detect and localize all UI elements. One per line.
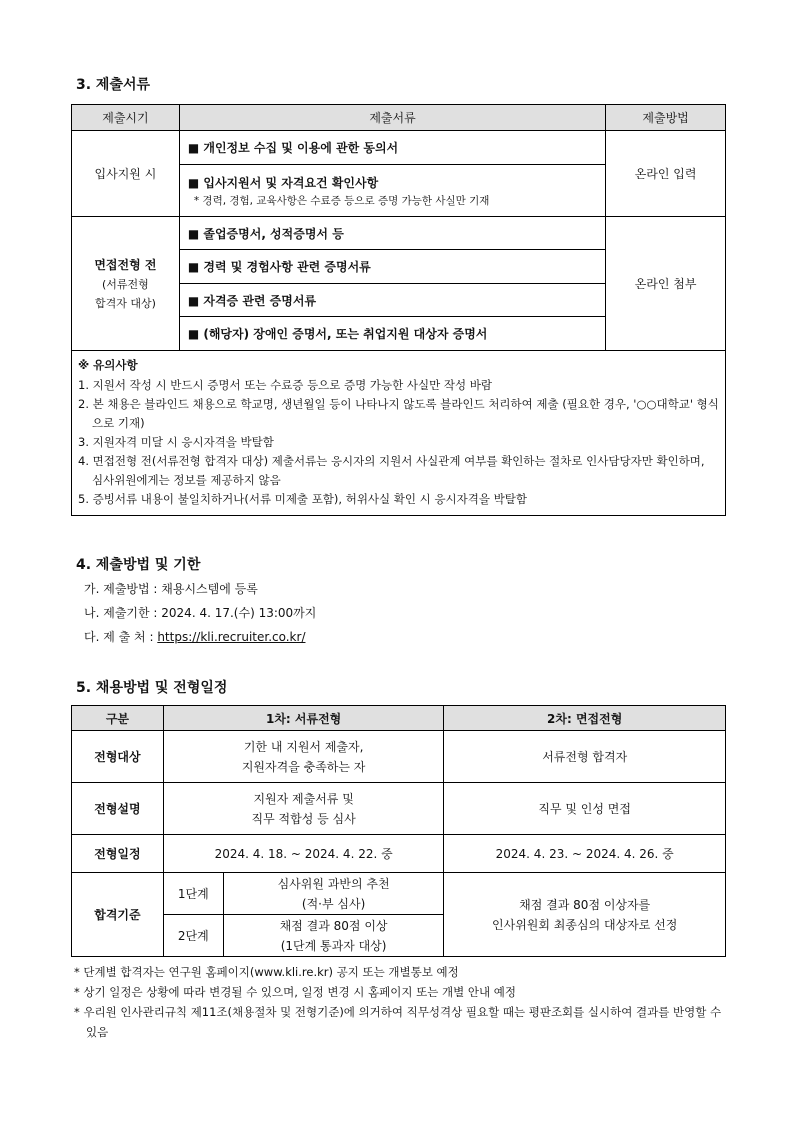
target-stage1-line1: 기한 내 지원서 제출자,: [243, 739, 364, 754]
doc-item-with-note: [179, 165, 605, 217]
footnote-item: * 상기 일정은 상황에 따라 변경될 수 있으며, 일정 변경 시 홈페이지 또는 개별 안내 예정: [74, 985, 516, 999]
schedule-stage1: 2024. 4. 18. ~ 2024. 4. 22. 중: [163, 835, 444, 873]
header-stage1: 1차: 서류전형: [163, 706, 444, 731]
doc-item-label: ■ 입사지원서 및 자격요건 확인사항: [187, 175, 379, 190]
doc-item: ■ 개인정보 수집 및 이용에 관한 동의서: [179, 131, 605, 165]
footnotes: [74, 962, 729, 1042]
recruiter-link[interactable]: https://kli.recruiter.co.kr/: [157, 630, 306, 644]
criteria-step2-label: 2단계: [163, 915, 223, 957]
notes-title: ※ 유의사항: [78, 358, 138, 372]
header-method: 제출방법: [606, 105, 726, 131]
criteria-step2-line1: 채점 결과 80점 이상: [279, 918, 388, 933]
when-interview: [72, 217, 180, 351]
notes-box: [72, 351, 726, 516]
row-label-schedule: 전형일정: [72, 835, 164, 873]
header-stage2: 2차: 면접전형: [444, 706, 726, 731]
submit-method-row: [84, 580, 258, 597]
target-stage1: [163, 731, 444, 783]
submit-method-label: 가. 제출방법 :: [84, 582, 158, 596]
doc-item: ■ 졸업증명서, 성적증명서 등: [179, 217, 605, 250]
method-online-input: 온라인 입력: [606, 131, 726, 217]
when-interview-sub2: 합격자 대상): [94, 297, 156, 310]
header-category: 구분: [72, 706, 164, 731]
desc-stage1-line2: 직무 적합성 등 심사: [251, 811, 356, 826]
criteria-stage2-line2: 인사위원회 최종심의 대상자로 선정: [492, 917, 678, 932]
note-item: 5. 증빙서류 내용이 불일치하거나(서류 미제출 포함), 허위사실 확인 시 응시자격을 박탈함: [78, 492, 527, 506]
footnote-item: * 우리원 인사관리규칙 제11조(채용절차 및 전형기준)에 의거하여 직무성격상 필요할 때는 평판조회를 실시하여 결과를 반영할 수 있음: [74, 1005, 722, 1039]
target-stage1-line2: 지원자격을 충족하는 자: [241, 759, 366, 774]
schedule-stage2: 2024. 4. 23. ~ 2024. 4. 26. 중: [444, 835, 726, 873]
submit-method-value: 채용시스템에 등록: [161, 582, 258, 596]
submit-deadline-label: 나. 제출기한 :: [84, 606, 158, 620]
doc-item-note: * 경력, 경험, 교육사항은 수료증 등으로 증명 가능한 사실만 기재: [193, 194, 490, 207]
when-interview-sub1: (서류전형: [102, 278, 149, 291]
selection-schedule-table: [71, 705, 726, 957]
header-when: 제출시기: [72, 105, 180, 131]
section-5-title: 5. 채용방법 및 전형일정: [76, 680, 228, 696]
criteria-step1-line1: 심사위원 과반의 추천: [277, 876, 390, 891]
submit-deadline-value: 2024. 4. 17.(수) 13:00까지: [161, 606, 317, 620]
section-4-title: 4. 제출방법 및 기한: [76, 557, 201, 573]
note-item: 4. 면접전형 전(서류전형 합격자 대상) 제출서류는 응시자의 지원서 사실관계 여부를 확인하는 절차로 인사담당자만 확인하며, 심사위원에게는 정보를 제공하지 않음: [78, 454, 705, 487]
desc-stage1: [163, 783, 444, 835]
doc-item: ■ (해당자) 장애인 증명서, 또는 취업지원 대상자 증명서: [179, 317, 605, 351]
note-item: 1. 지원서 작성 시 반드시 증명서 또는 수료증 등으로 증명 가능한 사실만 작성 바람: [78, 378, 492, 392]
desc-stage2: 직무 및 인성 면접: [444, 783, 726, 835]
row-label-desc: 전형설명: [72, 783, 164, 835]
criteria-step1-label: 1단계: [163, 873, 223, 915]
when-application-label: 입사지원 시: [94, 167, 157, 181]
row-label-criteria: 합격기준: [72, 873, 164, 957]
row-label-target: 전형대상: [72, 731, 164, 783]
criteria-step2: [223, 915, 444, 957]
submit-place-row: [84, 628, 305, 645]
submit-deadline-row: [84, 604, 316, 621]
note-item: 2. 본 채용은 블라인드 채용으로 학교명, 생년월일 등이 나타나지 않도록 블라인드 처리하여 제출 (필요한 경우, '○○대학교' 형식으로 기재): [78, 397, 719, 430]
desc-stage1-line1: 지원자 제출서류 및: [253, 791, 354, 806]
target-stage2: 서류전형 합격자: [444, 731, 726, 783]
criteria-stage2-line1: 채점 결과 80점 이상자를: [519, 897, 651, 912]
submit-place-label: 다. 제 출 처 :: [84, 630, 154, 644]
doc-item: ■ 자격증 관련 증명서류: [179, 284, 605, 317]
criteria-step1-line2: (적·부 심사): [301, 896, 366, 911]
criteria-step1: [223, 873, 444, 915]
when-interview-label: 면접전형 전: [94, 258, 157, 272]
criteria-step2-line2: (1단계 통과자 대상): [280, 938, 387, 953]
footnote-item: * 단계별 합격자는 연구원 홈페이지(www.kli.re.kr) 공지 또는 개별통보 예정: [74, 965, 459, 979]
doc-item: ■ 경력 및 경험사항 관련 증명서류: [179, 250, 605, 284]
when-application: [72, 131, 180, 217]
criteria-stage2: [444, 873, 726, 957]
submission-documents-table: [71, 104, 726, 516]
section-3-title: 3. 제출서류: [76, 77, 151, 93]
method-online-attach: 온라인 첨부: [606, 217, 726, 351]
header-documents: 제출서류: [179, 105, 605, 131]
note-item: 3. 지원자격 미달 시 응시자격을 박탈함: [78, 435, 274, 449]
